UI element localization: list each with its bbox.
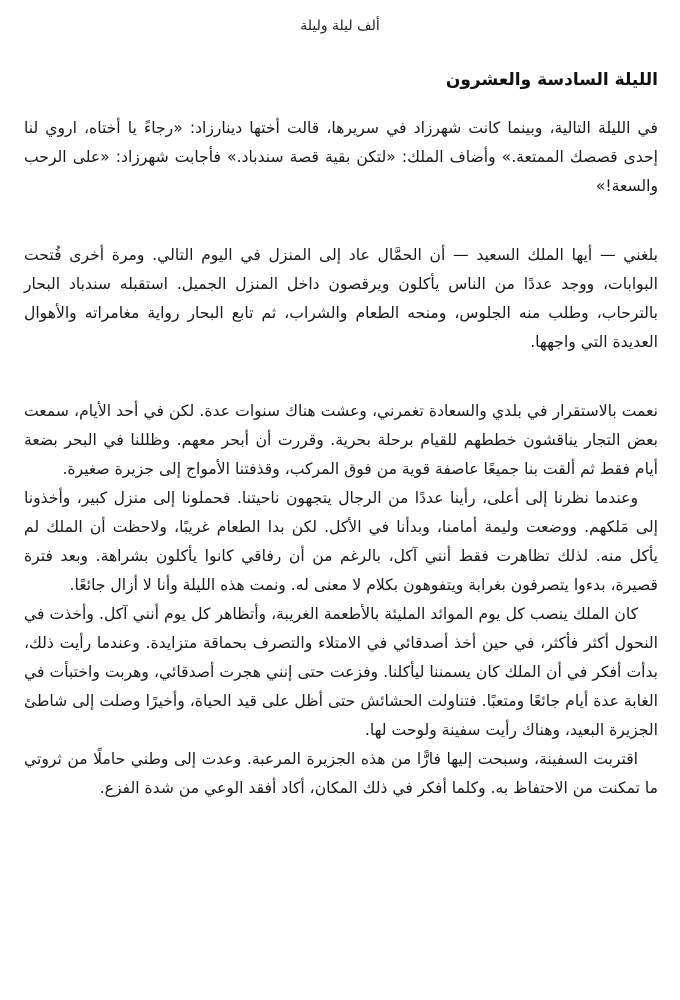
paragraph-gap [24,357,658,397]
paragraph-gap [24,201,658,241]
paragraph-escape: كان الملك ينصب كل يوم الموائد المليئة بالأطعمة الغريبة، وأتظاهر كل يوم أنني آكل. وأخذت في النحول أكثر فأكثر، في حين أخذ أصدقائي في الامتلاء والتصرف بحماقة متزايدة. وعندما رأيت ذلك، بدأت أفكر في أن الملك كان يسمننا ليأكلنا. وفزعت حتى إنني هجرت أصدقائي، وهربت واختبأت في الغابة عدة أيام جائعًا ومتعبًا. فتناولت الحشائش حتى أظل على قيد الحياة، وأخيرًا وصلت إلى شاطئ الجزيرة البعيد، وهناك رأيت سفينة ولوحت لها. [24,605,658,739]
paragraph-intro: في الليلة التالية، وبينما كانت شهرزاد في سريرها، قالت أختها دينارزاد: «رجاءً يا أختاه، اروي لنا إحدى قصصك الممتعة.» وأضاف الملك: «لتكن بقية قصة سندباد.» فأجابت شهرزاد: «على الرحب والسعة!» [24,119,658,195]
paragraph-return: اقتربت السفينة، وسبحت إليها فارًّا من هذه الجزيرة المرعبة. وعدت إلى وطني حاملًا من ثروتي ما تمكنت من الاحتفاظ به. وكلما أفكر في ذلك المكان، أكاد أفقد الوعي من شدة الفزع. [24,750,658,797]
body-text [24,114,658,803]
running-header: ألف ليلة وليلة [300,18,380,34]
chapter-title: الليلة السادسة والعشرون [445,70,658,90]
paragraph-voyage: نعمت بالاستقرار في بلدي والسعادة تغمرني، وعشت هناك سنوات عدة. لكن في أحد الأيام، سمعت بعض التجار يناقشون خططهم للقيام برحلة بحرية. وقررت أن أبحر معهم. وظللنا في البحر بضعة أيام فقط ثم ألقت بنا جميعًا عاصفة قوية من فوق المركب، وقذفتنا الأمواج إلى جزيرة صغيرة. [24,402,658,478]
paragraph-island-king: وعندما نظرنا إلى أعلى، رأينا عددًا من الرجال يتجهون ناحيتنا. فحملونا إلى منزل كبير، وأخذونا إلى مَلكهم. ووضعت وليمة أمامنا، وبدأنا في الأكل. لكن بدا الطعام غريبًا، ولاحظت أن الملك لم يأكل منه. لذلك تظاهرت فقط أنني آكل، بالرغم من أن رفاقي كانوا يأكلون بشراهة. وبعد فترة قصيرة، بدءوا يتصرفون بغرابة ويتفوهون بكلام لا معنى له. ونمت هذه الليلة وأنا لا أزال جائعًا. [24,489,658,594]
paragraph-porter: بلغني — أيها الملك السعيد — أن الحمَّال عاد إلى المنزل في اليوم التالي. ومرة أخرى فُتحت البوابات، ووجد عددًا من الناس يأكلون ويرقصون داخل المنزل الجميل. استقبله سندباد البحار بالترحاب، وطلب منه الجلوس، ومنحه الطعام والشراب، ثم تابع البحار رواية مغامراته والأهوال العديدة التي واجهها. [24,246,658,351]
